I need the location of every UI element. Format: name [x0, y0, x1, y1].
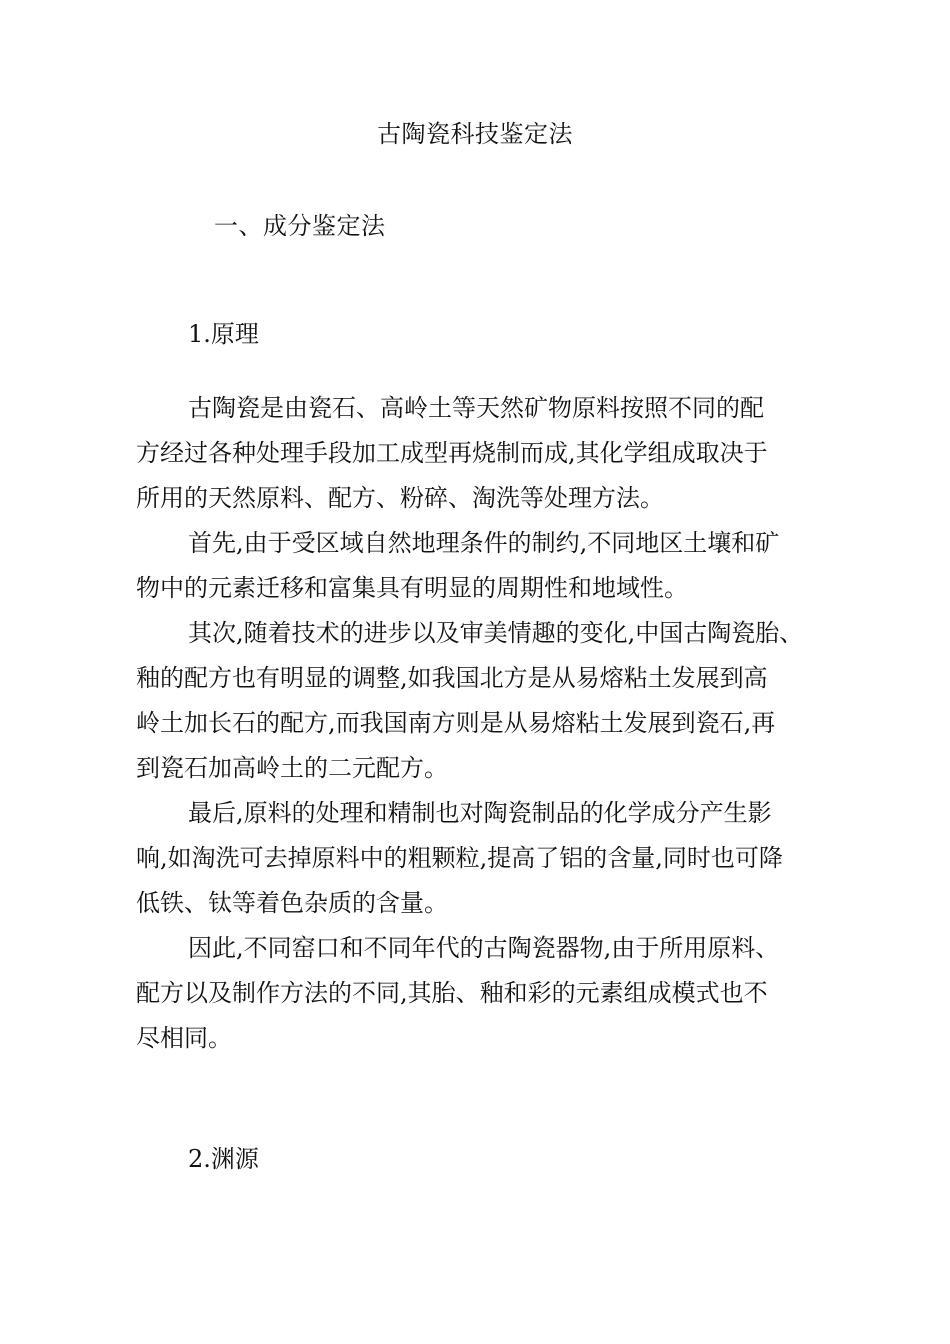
paragraph	[136, 521, 826, 611]
text-line: 因此,不同窑口和不同年代的古陶瓷器物,由于所用原料、	[188, 934, 780, 962]
text-line: 方经过各种处理手段加工成型再烧制而成,其化学组成取决于	[136, 439, 768, 467]
document-title: 古陶瓷科技鉴定法	[377, 120, 573, 148]
paragraph	[136, 926, 826, 1061]
text-line: 首先,由于受区域自然地理条件的制约,不同地区土壤和矿	[188, 529, 780, 557]
text-line: 岭土加长石的配方,而我国南方则是从易熔粘土发展到瓷石,再	[136, 709, 776, 737]
paragraph	[136, 611, 826, 791]
text-line: 最后,原料的处理和精制也对陶瓷制品的化学成分产生影	[188, 799, 772, 827]
text-line: 配方以及制作方法的不同,其胎、釉和彩的元素组成模式也不	[136, 979, 768, 1007]
text-line: 物中的元素迁移和富集具有明显的周期性和地域性。	[136, 574, 688, 602]
text-line: 到瓷石加高岭土的二元配方。	[136, 754, 448, 782]
text-line: 古陶瓷是由瓷石、高岭土等天然矿物原料按照不同的配	[188, 394, 764, 422]
text-line: 所用的天然原料、配方、粉碎、淘洗等处理方法。	[136, 484, 664, 512]
subsection-heading-principle: 1.原理	[188, 320, 259, 348]
text-line: 其次,随着技术的进步以及审美情趣的变化,中国古陶瓷胎、	[188, 619, 804, 647]
text-line: 釉的配方也有明显的调整,如我国北方是从易熔粘土发展到高	[136, 664, 768, 692]
paragraph	[136, 386, 826, 521]
subsection-heading-origin: 2.渊源	[188, 1145, 259, 1173]
paragraph	[136, 791, 826, 926]
text-line: 响,如淘洗可去掉原料中的粗颗粒,提高了铝的含量,同时也可降	[136, 844, 783, 872]
section-heading: 一、成分鉴定法	[214, 212, 386, 240]
text-line: 低铁、钛等着色杂质的含量。	[136, 889, 448, 917]
body-text	[136, 386, 826, 1061]
text-line: 尽相同。	[136, 1024, 232, 1052]
